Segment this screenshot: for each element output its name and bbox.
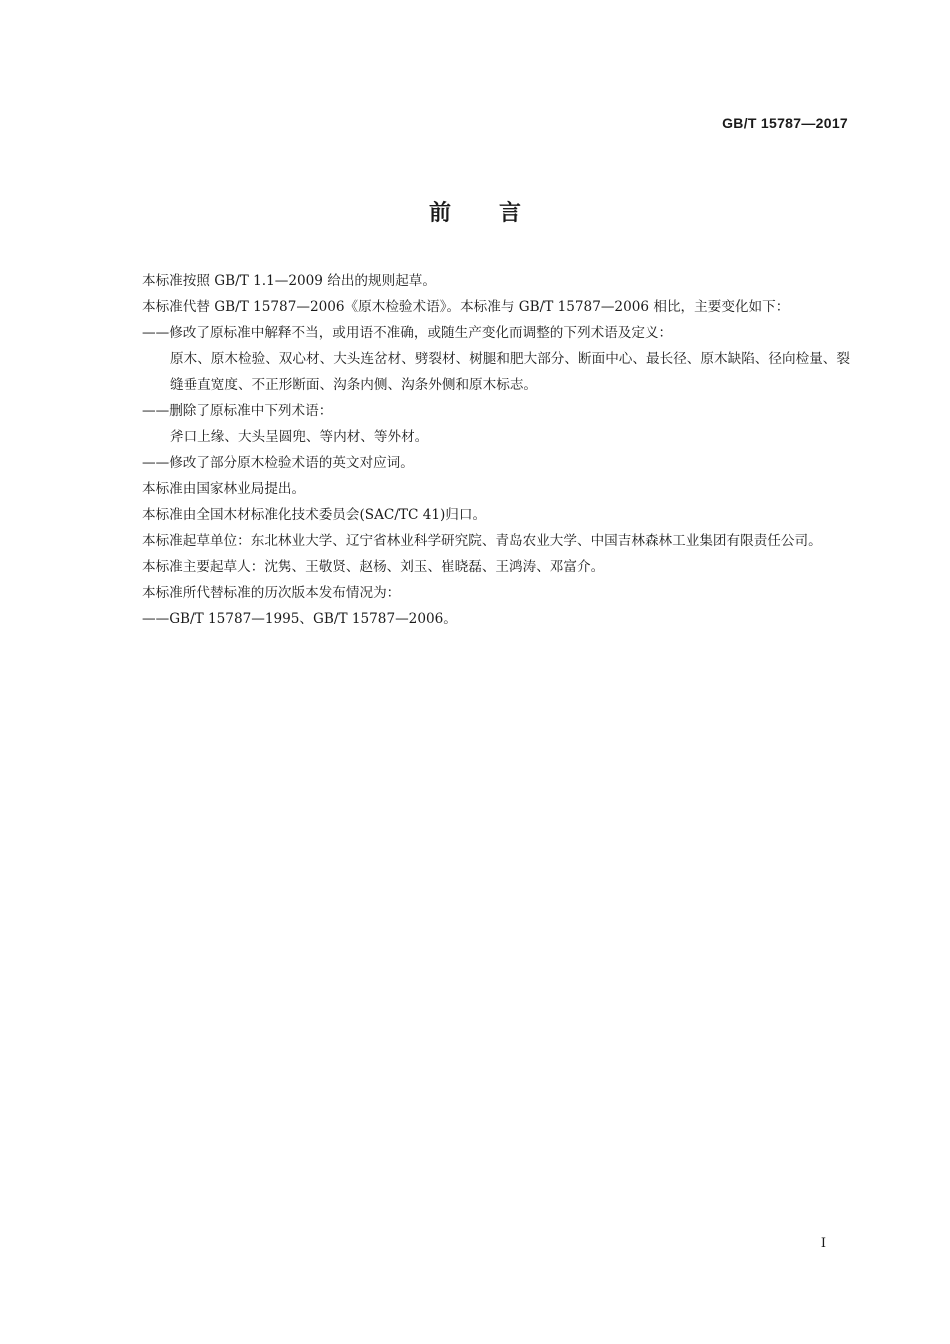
- paragraph-drafting-rules: 本标准按照 GB/T 1.1—2009 给出的规则起草。: [142, 273, 436, 289]
- page-number: I: [820, 1236, 826, 1251]
- list-item-english-terms: ——修改了部分原木检验术语的英文对应词。: [142, 455, 414, 471]
- list-item-modified-terms: ——修改了原标准中解释不当，或用语不准确，或随生产变化而调整的下列术语及定义：: [142, 325, 673, 341]
- list-item-deleted-terms: ——删除了原标准中下列术语：: [142, 403, 333, 419]
- paragraph-drafting-units: 本标准起草单位：东北林业大学、辽宁省林业科学研究院、青岛农业大学、中国吉林森林工业集团有限责任公司。: [142, 533, 822, 549]
- deleted-terms-list: 斧口上缘、大头呈圆兜、等内材、等外材。: [170, 429, 429, 445]
- foreword-body: [114, 268, 850, 632]
- paragraph-previous-editions: 本标准所代替标准的历次版本发布情况为：: [142, 585, 401, 601]
- list-item-previous-editions: ——GB/T 15787—1995、GB/T 15787—2006。: [142, 611, 457, 627]
- standard-code: GB/T 15787—2017: [722, 115, 848, 131]
- paragraph-drafters: 本标准主要起草人：沈隽、王敬贤、赵杨、刘玉、崔晓磊、王鸿涛、邓富介。: [142, 559, 605, 575]
- modified-terms-list: 原木、原木检验、双心材、大头连岔材、劈裂材、树腿和肥大部分、断面中心、最长径、原木缺陷、径向检量、裂缝垂直宽度、不正形断面、沟条内侧、沟条外侧和原木标志。: [170, 351, 850, 393]
- paragraph-committee: 本标准由全国木材标准化技术委员会(SAC/TC 41)归口。: [142, 507, 487, 523]
- page-title: 前言: [428, 201, 569, 226]
- paragraph-proposer: 本标准由国家林业局提出。: [142, 481, 306, 497]
- paragraph-replacement: 本标准代替 GB/T 15787—2006《原木检验术语》。本标准与 GB/T 15787—2006 相比，主要变化如下：: [142, 299, 790, 315]
